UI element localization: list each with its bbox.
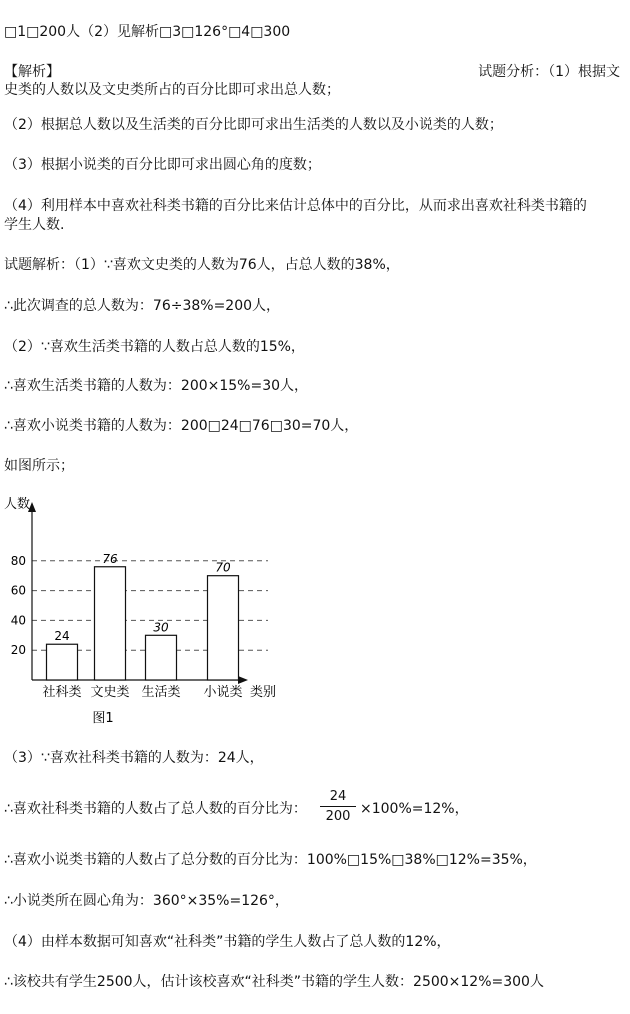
- x-tick-label-1: 社科类: [42, 685, 82, 700]
- bar-4: [208, 576, 239, 680]
- solution-line-2: ∴此次调查的总人数为：76÷38%=200人，: [4, 298, 281, 314]
- x-tick-label-3: 生活类: [141, 685, 181, 700]
- y-axis-label: 人数: [4, 497, 31, 512]
- answer-line: □1□200人（2）见解析□3□126°□4□300: [4, 24, 291, 40]
- bar-1: [47, 644, 78, 680]
- x-tick-label-4: 小说类: [203, 685, 243, 700]
- solution-line-11: （4）由样本数据可知喜欢“社科类”书籍的学生人数占了总人数的12%，: [4, 934, 451, 950]
- bar-chart: [0, 492, 300, 732]
- bar-data-label-1: 24: [54, 629, 70, 644]
- bar-3: [146, 635, 177, 680]
- analysis-heading: 【解析】: [4, 64, 60, 80]
- fraction: [320, 789, 356, 824]
- bar-data-label-2: 76: [102, 551, 118, 566]
- y-tick-label-40: 40: [10, 613, 26, 628]
- y-tick-label-60: 60: [10, 583, 26, 598]
- analysis-intro-cont: 史类的人数以及文史类所占的百分比即可求出总人数；: [4, 82, 340, 98]
- fraction-numerator: 24: [329, 789, 347, 804]
- analysis-step-4b: 学生人数.: [4, 217, 65, 233]
- bar-2: [95, 567, 126, 680]
- solution-line-8-pre: ∴喜欢社科类书籍的人数占了总人数的百分比为：: [4, 801, 307, 817]
- solution-line-1: 试题解析：（1）∵喜欢文史类的人数为76人，占总人数的38%，: [4, 257, 400, 273]
- solution-line-5: ∴喜欢小说类书籍的人数为：200□24□76□30=70人，: [4, 418, 359, 434]
- solution-line-8-post: ×100%=12%，: [360, 801, 469, 817]
- bar-data-label-4: 70: [215, 560, 231, 575]
- analysis-step-3: （3）根据小说类的百分比即可求出圆心角的度数；: [4, 157, 321, 173]
- solution-line-8: [4, 799, 307, 819]
- analysis-step-2: （2）根据总人数以及生活类的百分比即可求出生活类的人数以及小说类的人数；: [4, 117, 503, 133]
- solution-line-4: ∴喜欢生活类书籍的人数为：200×15%=30人，: [4, 378, 309, 394]
- fraction-bar: [320, 806, 356, 807]
- solution-line-6: 如图所示；: [4, 458, 74, 474]
- solution-line-10: ∴小说类所在圆心角为：360°×35%=126°，: [4, 893, 289, 909]
- solution-line-7: （3）∵喜欢社科类书籍的人数为：24人，: [4, 750, 264, 766]
- y-tick-label-80: 80: [10, 553, 26, 568]
- solution-line-9: ∴喜欢小说类书籍的人数占了总分数的百分比为：100%□15%□38%□12%=35%，: [4, 852, 537, 868]
- y-tick-label-20: 20: [10, 643, 26, 658]
- solution-line-3: （2）∵喜欢生活类书籍的人数占总人数的15%，: [4, 339, 305, 355]
- bar-data-label-3: 30: [153, 620, 169, 635]
- analysis-step-4a: （4）利用样本中喜欢社科类书籍的百分比来估计总体中的百分比，从而求出喜欢社科类书籍的: [4, 198, 587, 214]
- fraction-denominator: 200: [325, 809, 351, 824]
- x-axis-label: 类别: [250, 685, 277, 700]
- chart-caption: 图1: [92, 711, 114, 726]
- x-axis-arrow: [238, 676, 248, 684]
- solution-line-12: ∴该校共有学生2500人，估计该校喜欢“社科类”书籍的学生人数：2500×12%=300人: [4, 974, 544, 990]
- x-tick-label-2: 文史类: [90, 685, 130, 700]
- analysis-intro: 试题分析：（1）根据文: [478, 64, 620, 80]
